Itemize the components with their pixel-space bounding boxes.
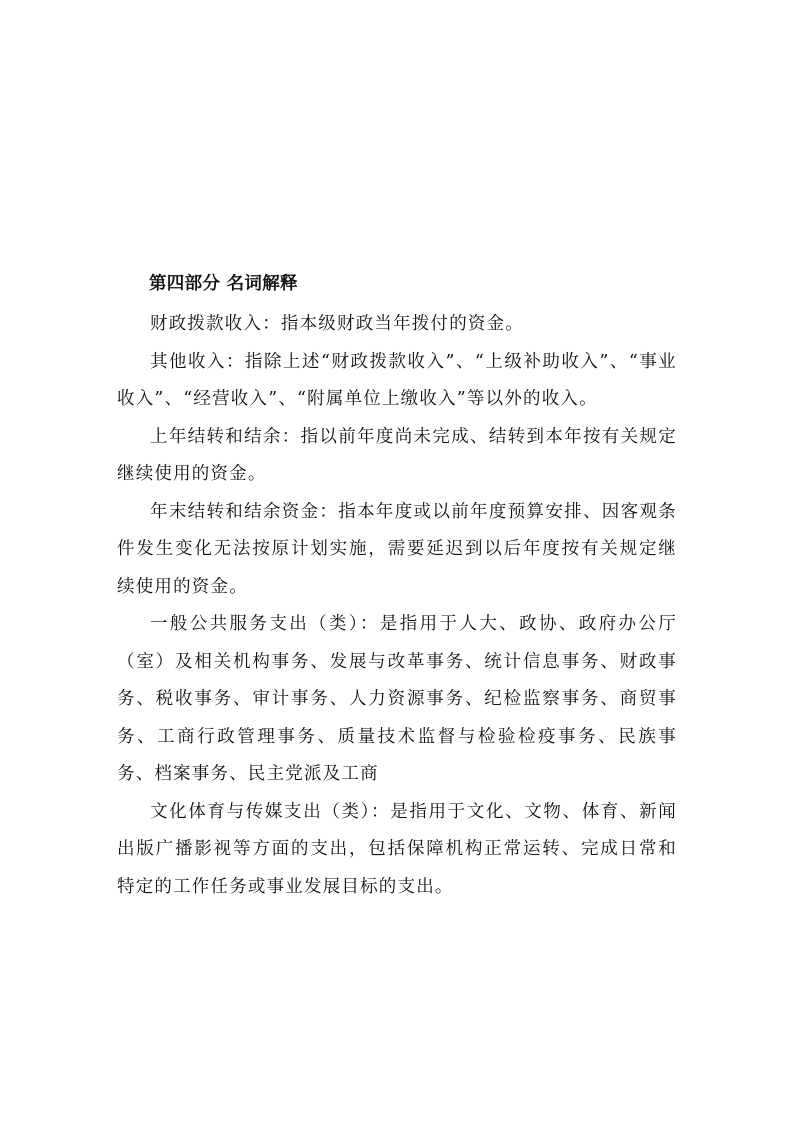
paragraph-other-income: 其他收入：指除上述“财政拨款收入”、“上级补助收入”、“事业收入”、“经营收入”、“附属单位上缴收入”等以外的收入。 (117, 351, 677, 409)
paragraph-prior-year-carryover: 上年结转和结余：指以前年度尚未完成、结转到本年按有关规定继续使用的资金。 (117, 426, 677, 484)
paragraph-general-public-services: 一般公共服务支出（类）：是指用于人大、政协、政府办公厅（室）及相关机构事务、发展与改革事务、统计信息事务、财政事务、税收事务、审计事务、人力资源事务、纪检监察事务、商贸事务、工商行政管理事务、质量技术监督与检验检疫事务、民族事务、档案事务、民主党派及工商 (117, 614, 677, 784)
document-body (117, 266, 677, 906)
paragraph-culture-sports-media: 文化体育与传媒支出（类）：是指用于文化、文物、体育、新闻出版广播影视等方面的支出，包括保障机构正常运转、完成日常和特定的工作任务或事业发展目标的支出。 (117, 801, 677, 897)
paragraph-fiscal-appropriation-income: 财政拨款收入：指本级财政当年拨付的资金。 (150, 314, 524, 334)
section-title: 第四部分 名词解释 (149, 274, 298, 294)
paragraph-year-end-carryover: 年末结转和结余资金：指本年度或以前年度预算安排、因客观条件发生变化无法按原计划实施，需要延迟到以后年度按有关规定继续使用的资金。 (117, 501, 677, 597)
